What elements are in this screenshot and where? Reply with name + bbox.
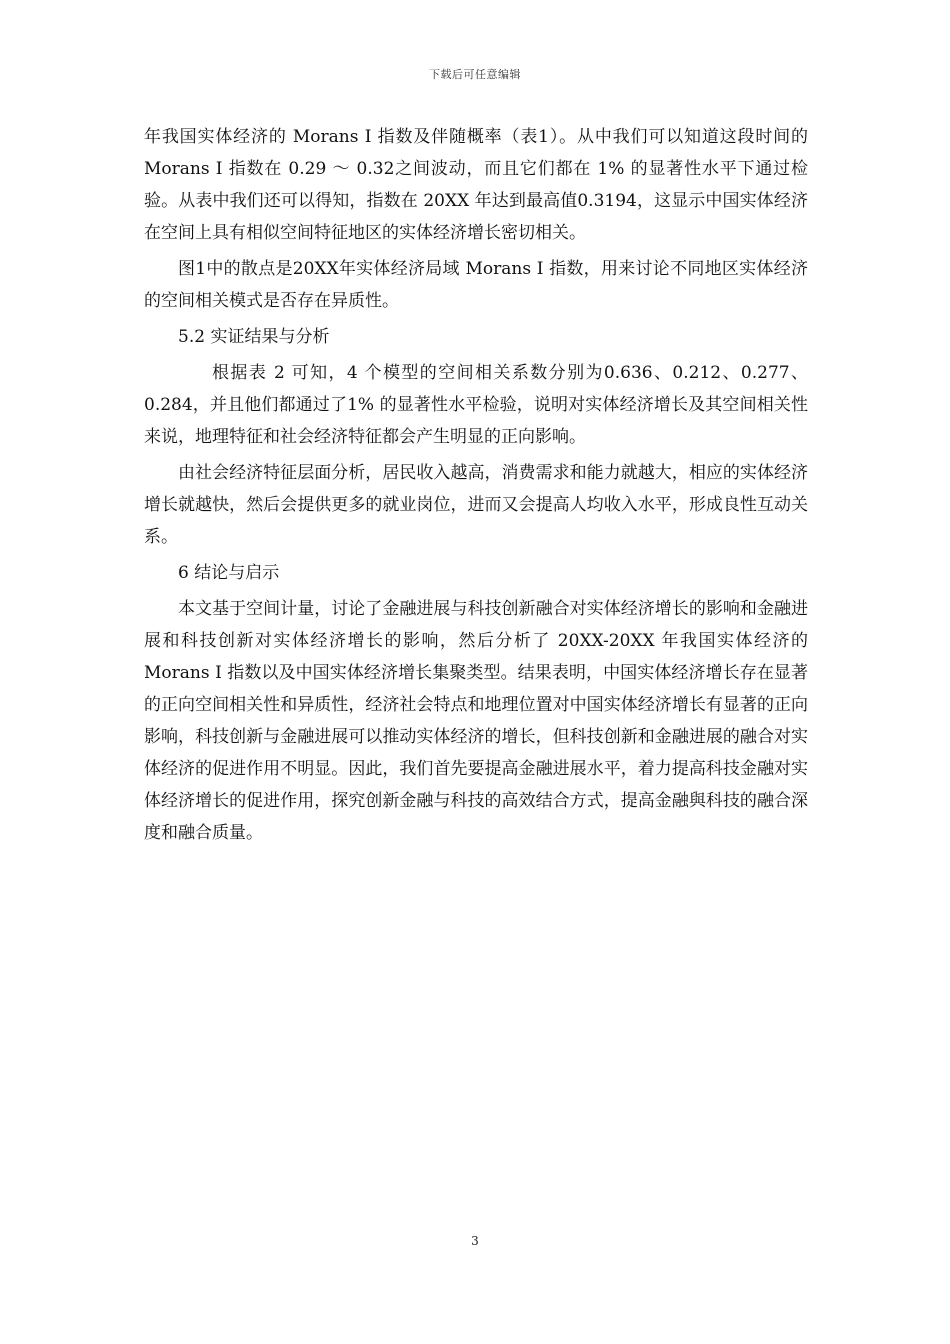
section-heading-5-2: 5.2 实证结果与分析 <box>178 327 330 347</box>
page-number: 3 <box>471 1234 479 1248</box>
header-note: 下载后可任意编辑 <box>429 68 521 81</box>
section-heading-6: 6 结论与启示 <box>178 563 280 583</box>
paragraph-morans-index: 年我国实体经济的 Morans I 指数及伴随概率（表1）。从中我们可以知道这段时间的Morans I 指数在 0.29 ～ 0.32之间波动，而且它们都在 1% 的显著性水平下通过检验。从表中我们还可以得知，指数在 20XX 年达到最高值0.3194，这显示中国实体经济在空间上具有相似空间特征地区的实体经济增长密切相关。 <box>144 127 808 243</box>
document-body <box>144 121 808 853</box>
paragraph-conclusion: 本文基于空间计量，讨论了金融进展与科技创新融合对实体经济增长的影响和金融进展和科技创新对实体经济增长的影响，然后分析了 20XX-20XX 年我国实体经济的 Morans I 指数以及中国实体经济增长集聚类型。结果表明，中国实体经济增长存在显著的正向空间相关性和异质性，经济社会特点和地理位置对中国实体经济增长有显著的正向影响，科技创新与金融进展可以推动实体经济的增长，但科技创新和金融进展的融合对实体经济的促进作用不明显。因此，我们首先要提高金融进展水平，着力提高科技金融对实体经济增长的促进作用，探究创新金融与科技的高效结合方式，提高金融與科技的融合深度和融合质量。 <box>144 599 808 843</box>
paragraph-results: 根据表 2 可知，4 个模型的空间相关系数分别为0.636、0.212、0.277、0.284，并且他们都通过了1% 的显著性水平检验，说明对实体经济增长及其空间相关性来说，地理特征和社会经济特征都会产生明显的正向影响。 <box>144 363 808 447</box>
paragraph-socioeconomic: 由社会经济特征层面分析，居民收入越高，消费需求和能力就越大，相应的实体经济增长就越快，然后会提供更多的就业岗位，进而又会提高人均收入水平，形成良性互动关系。 <box>144 463 808 547</box>
paragraph-figure-1: 图1中的散点是20XX年实体经济局域 Morans I 指数，用来讨论不同地区实体经济的空间相关模式是否存在异质性。 <box>144 259 808 311</box>
